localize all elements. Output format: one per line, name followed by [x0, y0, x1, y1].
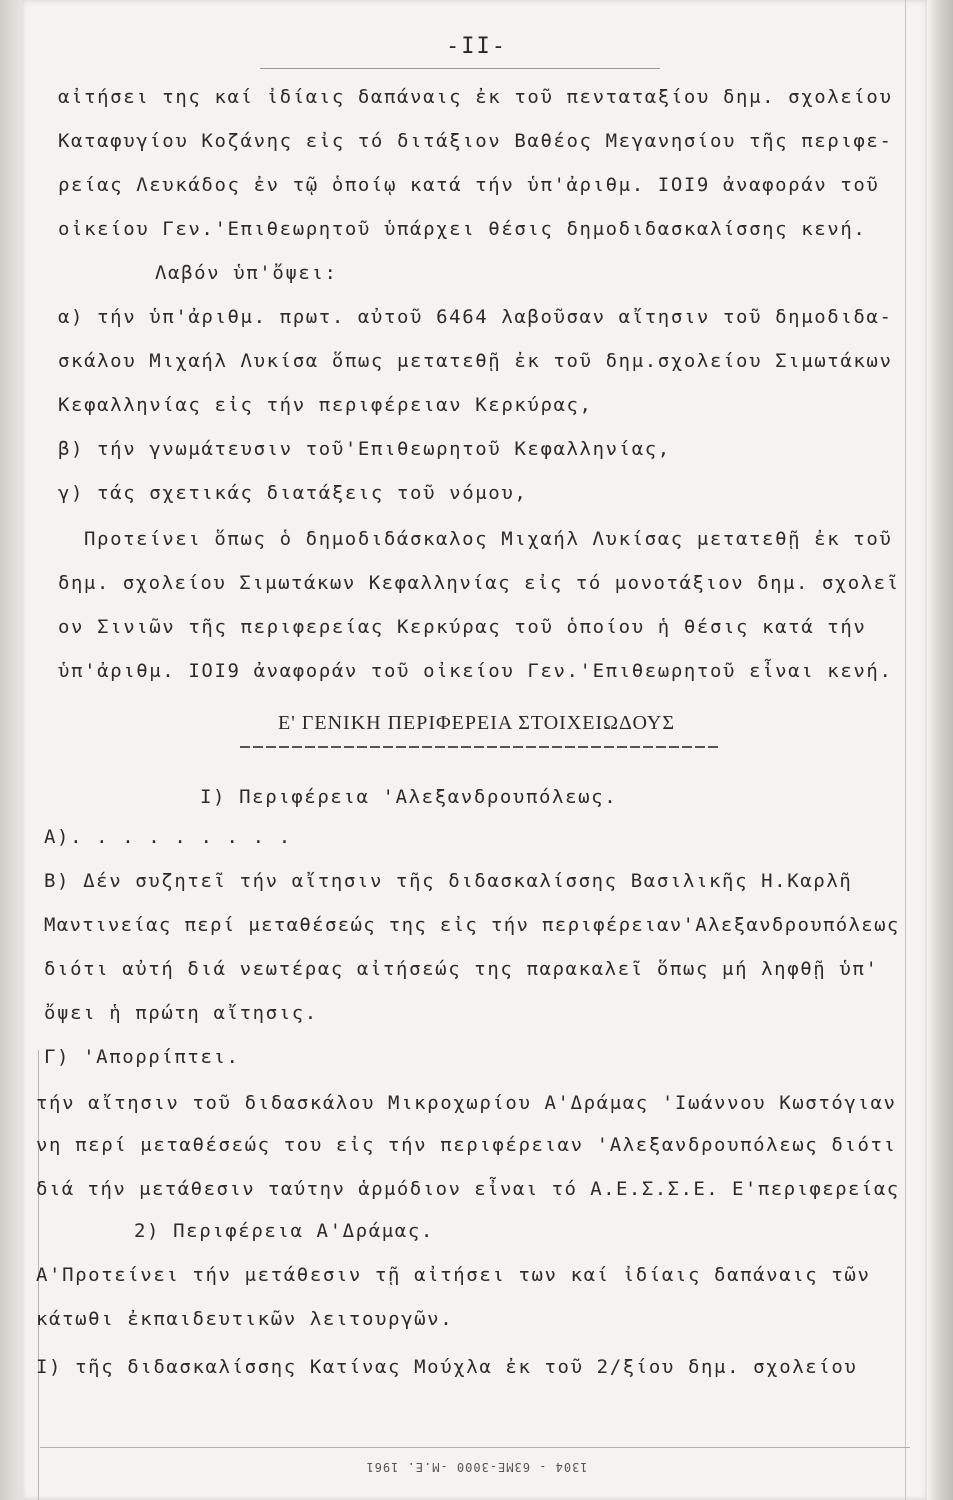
- text-line: διότι αὐτή διά νεωτέρας αἰτήσεώς της παρακαλεῖ ὅπως μή ληφθῇ ὑπ': [44, 958, 879, 980]
- text-line: δημ. σχολείου Σιμωτάκων Κεφαλληνίας εἰς τό μονοτάξιον δημ. σχολεῖ: [58, 572, 900, 594]
- print-footer: 1304 - 63ΜΕ-3000 -Μ.Ε. 1961: [365, 1460, 588, 1474]
- text-line: Ι) Περιφέρεια 'Αλεξανδρουπόλεως.: [200, 786, 618, 808]
- text-line: νη περί μεταθέσεώς του εἰς τήν περιφέρειαν 'Αλεξανδρουπόλεως διότι: [36, 1134, 897, 1156]
- text-line: ον Σινιῶν τῆς περιφερείας Κερκύρας τοῦ ὁποίου ἡ θέσις κατά τήν: [58, 616, 867, 638]
- section-heading: Ε' ΓΕΝΙΚΗ ΠΕΡΙΦΕΡΕΙΑ ΣΤΟΙΧΕΙΩΔΟΥΣ: [277, 712, 676, 734]
- page-edge-line: [905, 0, 906, 1500]
- text-line: Κεφαλληνίας εἰς τήν περιφέρειαν Κερκύρας,: [58, 394, 593, 416]
- page-number: -II-: [446, 34, 507, 59]
- text-line: Καταφυγίου Κοζάνης εἰς τό διτάξιον Βαθέος Μεγανησίου τῆς περιφε-: [58, 130, 893, 152]
- text-line: αἰτήσει της καί ἰδίαις δαπάναις ἐκ τοῦ πενταταξίου δημ. σχολείου: [58, 86, 893, 108]
- text-line: ὑπ'ἀριθμ. ΙΟΙ9 ἀναφοράν τοῦ οἰκείου Γεν.'Επιθεωρητοῦ εἶναι κενή.: [58, 660, 893, 682]
- text-line: Προτείνει ὅπως ὁ δημοδιδάσκαλος Μιχαήλ Λυκίσας μετατεθῇ ἐκ τοῦ: [84, 528, 893, 550]
- text-line: διά τήν μετάθεσιν ταύτην ἁρμόδιον εἶναι τό Α.Ε.Σ.Σ.Ε. Ε'περιφερείας: [36, 1178, 900, 1200]
- text-line: α) τήν ὑπ'ἀριθμ. πρωτ. αὐτοῦ 6464 λαβοῦσαν αἴτησιν τοῦ δημοδιδα-: [58, 306, 893, 328]
- scan-left-edge: [0, 0, 22, 1500]
- text-line: β) τήν γνωμάτευσιν τοῦ'Επιθεωρητοῦ Κεφαλληνίας,: [58, 438, 671, 460]
- text-line: κάτωθι ἐκπαιδευτικῶν λειτουργῶν.: [36, 1308, 454, 1330]
- text-line: Α). . . . . . . . .: [44, 826, 292, 848]
- text-line: Α'Προτείνει τήν μετάθεσιν τῇ αἰτήσει των καί ἰδίαις δαπάναις τῶν: [36, 1264, 871, 1286]
- heading-underline: [240, 746, 720, 748]
- text-line: 2) Περιφέρεια Α'Δράμας.: [134, 1220, 434, 1242]
- text-line: Λαβόν ὑπ'ὄψει:: [155, 262, 338, 284]
- scan-right-edge: [927, 0, 953, 1500]
- text-line: Μαντινείας περί μεταθέσεώς της εἰς τήν περιφέρειαν'Αλεξανδρουπόλεως: [44, 914, 900, 936]
- text-line: σκάλου Μιχαήλ Λυκίσα ὅπως μετατεθῇ ἐκ τοῦ δημ.σχολείου Σιμωτάκων: [58, 350, 893, 372]
- header-rule: [260, 68, 660, 69]
- text-line: οἰκείου Γεν.'Επιθεωρητοῦ ὑπάρχει θέσις δημοδιδασκαλίσσης κενή.: [58, 218, 867, 240]
- text-line: γ) τάς σχετικάς διατάξεις τοῦ νόμου,: [58, 482, 528, 504]
- text-line: τήν αἴτησιν τοῦ διδασκάλου Μικροχωρίου Α'Δράμας 'Ιωάννου Κωστόγιαν: [36, 1092, 897, 1114]
- text-line: Ι) τῆς διδασκαλίσσης Κατίνας Μούχλα ἐκ τοῦ 2/ξίου δημ. σχολείου: [36, 1356, 858, 1378]
- text-line: Β) Δέν συζητεῖ τήν αἴτησιν τῆς διδασκαλίσσης Βασιλικῆς Η.Καρλῆ: [44, 870, 853, 892]
- footer-rule: [40, 1447, 910, 1448]
- text-line: ρείας Λευκάδος ἐν τῷ ὁποίῳ κατά τήν ὑπ'ἀριθμ. ΙΟΙ9 ἀναφοράν τοῦ: [58, 174, 880, 196]
- text-line: ὄψει ἡ πρώτη αἴτησις.: [44, 1002, 318, 1024]
- text-line: Γ) 'Απορρίπτει.: [44, 1046, 240, 1068]
